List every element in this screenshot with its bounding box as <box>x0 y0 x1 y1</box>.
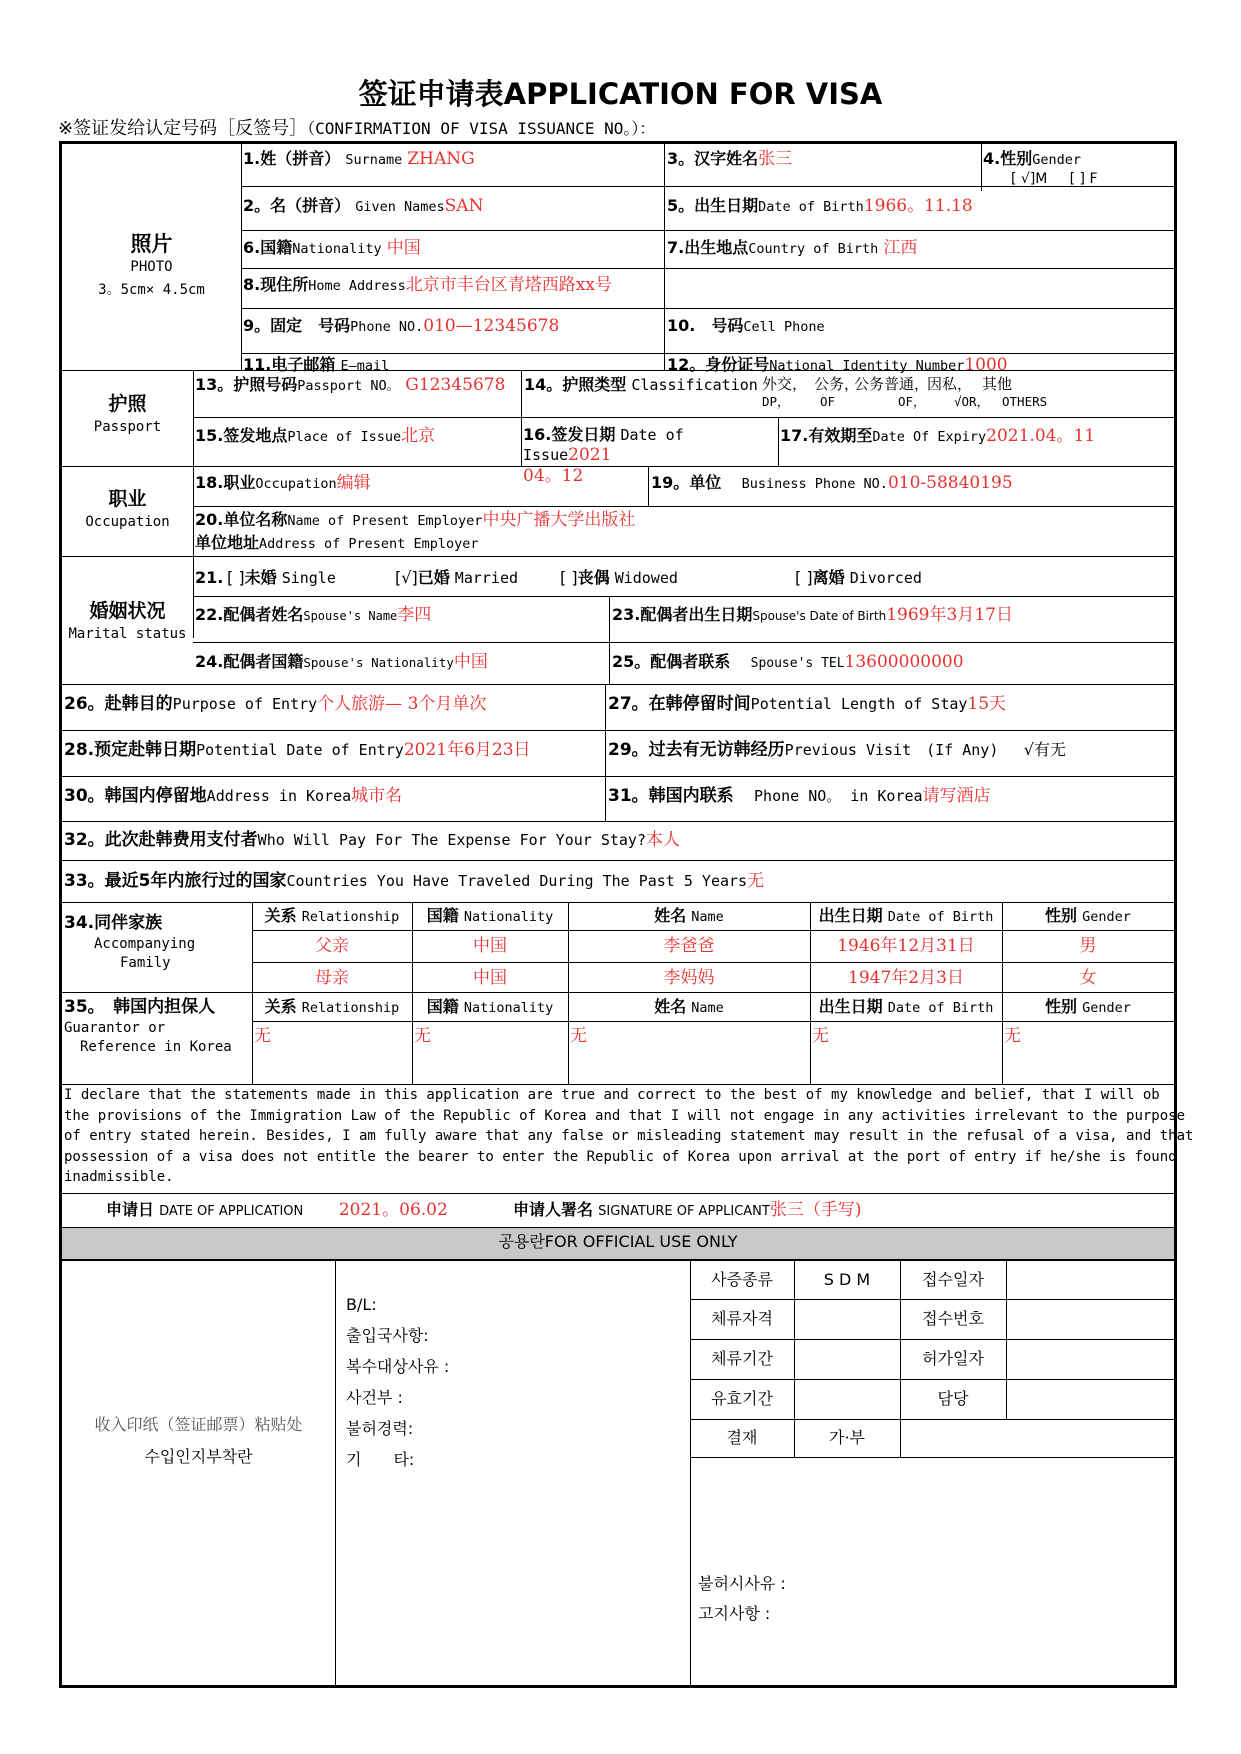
cell-value: 无 <box>1004 1026 1021 1046</box>
email-field[interactable] <box>243 354 389 376</box>
column-header-en: Nationality <box>463 1000 554 1016</box>
occupation-label-en: Occupation <box>255 476 337 492</box>
surname-label: 1.姓（拼音） <box>243 149 341 168</box>
stamp-area-ko: 수입인지부착란 <box>144 1446 253 1466</box>
table-cell <box>252 930 412 962</box>
column-header-en: Relationship <box>301 909 400 925</box>
chinese-name-field[interactable] <box>667 148 792 171</box>
official-grid-cell <box>1006 1379 1174 1419</box>
column-header: 国籍 <box>426 906 459 925</box>
official-grid-cell <box>690 1339 794 1379</box>
chinese-name-value: 张三 <box>758 149 793 169</box>
expense-payer-label-en: Who Will Pay For The Expense For Your Stay? <box>257 831 646 849</box>
occupation-section-en: Occupation <box>85 513 170 530</box>
surname-label-en: Surname <box>345 152 403 168</box>
confirmation-en: （CONFIRMATION OF VISA ISSUANCE NO。）： <box>307 119 656 138</box>
id-number-label: 12。身份证号 <box>667 355 770 374</box>
cell-value: 无 <box>812 1026 829 1046</box>
previous-visit-field[interactable] <box>608 739 1066 762</box>
business-phone-label: 19。单位 <box>651 473 722 492</box>
table-cell <box>568 1021 810 1083</box>
guarantor-label-en1: Guarantor or <box>64 1019 166 1036</box>
widowed-label-en: Widowed <box>614 569 678 587</box>
others-label: 기 타: <box>346 1450 415 1469</box>
official-grid-cell <box>690 1379 794 1419</box>
gender-field[interactable] <box>983 148 1173 188</box>
column-header: 国籍 <box>426 997 459 1016</box>
cell-value: 1947年2月3日 <box>848 968 964 988</box>
official-grid-cell <box>1006 1261 1174 1299</box>
application-date-label-en: DATE OF APPLICATION <box>159 1204 304 1219</box>
approval-value-cell <box>794 1419 900 1457</box>
nationality-field[interactable] <box>243 237 421 260</box>
stamp-area <box>62 1414 335 1467</box>
table-cell <box>810 962 1002 994</box>
business-phone-value: 010-58840195 <box>887 473 1013 493</box>
official-grid-cell <box>794 1339 900 1379</box>
spouse-nationality-label-en: Spouse's Nationality <box>303 655 454 670</box>
spouse-nationality-field[interactable] <box>195 651 488 674</box>
notice-label: 고지사항 : <box>698 1604 771 1623</box>
marital-section-zh: 婚姻状况 <box>89 600 166 622</box>
table-cell <box>568 930 810 962</box>
declaration-line: the provisions of the Immigration Law of the Republic of Korea and that I will not engage in any activities irrelevant to the purpose <box>64 1107 1186 1124</box>
confirmation-number-label <box>58 114 655 140</box>
marital-status-options <box>195 567 1170 589</box>
table-cell <box>412 1021 568 1083</box>
spouse-name-label: 22.配偶者姓名 <box>195 605 304 624</box>
cell-value: 女 <box>1079 968 1097 988</box>
spouse-name-field[interactable] <box>195 604 431 627</box>
passport-type-of2-en: OF， <box>898 394 926 409</box>
case-label: 사건부 : <box>346 1388 403 1407</box>
table-cell <box>1002 930 1174 962</box>
occupation-value: 编辑 <box>336 473 371 493</box>
email-label: 11.电子邮箱 <box>243 355 336 374</box>
passport-number-value: G12345678 <box>405 375 506 395</box>
column-header-en: Gender <box>1082 909 1131 925</box>
countries-traveled-value: 无 <box>747 871 765 891</box>
employer-name-value: 中央广播大学出版社 <box>482 510 636 530</box>
passport-type-of-ordinary: 公务普通， <box>854 375 930 393</box>
official-grid-value: 체류기간 <box>711 1349 773 1368</box>
official-grid-value: 접수번호 <box>922 1309 984 1328</box>
passport-number-label-en: Passport NO。 <box>297 378 401 394</box>
photo-label-zh: 照片 <box>130 232 173 256</box>
korea-address-field[interactable] <box>64 785 402 808</box>
table-header-cell <box>1002 992 1174 1021</box>
official-grid-value: 허가일자 <box>922 1349 984 1368</box>
confirmation-zh: ※签证发给认定号码［反签号］ <box>58 118 308 139</box>
cell-value: 1946年12月31日 <box>837 936 975 956</box>
date-of-issue-label: 16.签发日期 <box>523 425 616 444</box>
married-checkbox[interactable]: [√] <box>395 568 418 587</box>
gender-label-en: Gender <box>1032 152 1081 168</box>
approval-label: 결재 <box>726 1428 758 1447</box>
official-grid-value: 접수일자 <box>922 1270 984 1289</box>
nationality-label: 6.国籍 <box>243 238 293 257</box>
purpose-label: 26。赴韩目的 <box>64 694 173 714</box>
entry-date-value: 2021年6月23日 <box>403 740 531 760</box>
date-of-expiry-label: 17.有效期至 <box>780 426 873 445</box>
column-header-en: Gender <box>1082 1000 1131 1016</box>
date-of-expiry-value: 2021.04。11 <box>986 426 1096 446</box>
length-of-stay-label-en: Potential Length of Stay <box>750 695 968 713</box>
passport-type-dp: 外交， <box>762 375 808 393</box>
passport-section <box>62 392 193 437</box>
phone-field[interactable] <box>243 315 559 338</box>
bl-label: B/L: <box>346 1295 377 1314</box>
official-grid-cell <box>900 1261 1006 1299</box>
occupation-label: 18.职业 <box>195 473 256 492</box>
spouse-tel-label-en: Spouse's TEL <box>750 656 845 671</box>
place-of-issue-label-en: Place of Issue <box>287 429 402 445</box>
table-cell <box>1002 962 1174 994</box>
spouse-nationality-value: 中国 <box>453 652 488 672</box>
single-checkbox[interactable]: [ ] <box>227 568 245 587</box>
table-cell <box>252 1021 412 1083</box>
declaration-line: I declare that the statements made in this application are true and correct to the best of my knowledge and belief, that I will ob <box>64 1087 1160 1103</box>
spouse-tel-value: 13600000000 <box>844 652 964 672</box>
cell-value: 父亲 <box>315 936 349 956</box>
passport-type-label: 14。护照类型 <box>524 375 627 394</box>
business-phone-label-en: Business Phone NO. <box>741 476 888 492</box>
declaration-text <box>64 1085 1194 1188</box>
occupation-section-zh: 职业 <box>108 488 147 510</box>
gender-female-checkbox[interactable]: [ ] F <box>1069 170 1098 187</box>
marital-status-number: 21. <box>195 568 224 587</box>
table-cell <box>252 962 412 994</box>
given-names-value: SAN <box>444 196 484 216</box>
surname-value: ZHANG <box>407 149 475 169</box>
column-header: 出生日期 <box>818 997 883 1016</box>
table-header-cell <box>568 902 810 930</box>
home-address-field[interactable] <box>243 274 612 297</box>
business-phone-field[interactable] <box>651 472 1013 495</box>
table-cell <box>412 962 568 994</box>
declaration-line: of entry stated herein. Besides, I am fully aware that any false or misleading statement may result in the refusal of a visa, and that <box>64 1128 1194 1144</box>
cell-value: 无 <box>414 1026 431 1046</box>
column-header-en: Date of Birth <box>887 1000 994 1016</box>
column-header: 姓名 <box>654 906 687 925</box>
official-use-header: 공용란FOR OFFICIAL USE ONLY <box>498 1232 738 1251</box>
korea-phone-label: 31。韩国内联系 <box>608 786 734 806</box>
application-date-field[interactable] <box>106 1199 448 1222</box>
date-of-issue-value: 2021 <box>568 445 612 465</box>
gender-label: 4.性别 <box>983 149 1033 168</box>
column-header: 性别 <box>1045 997 1078 1016</box>
occupation-section <box>62 487 193 532</box>
application-form <box>59 141 1194 1688</box>
column-header: 关系 <box>264 906 297 925</box>
passport-type-dp-en: DP， <box>762 394 790 409</box>
spouse-tel-field[interactable] <box>612 651 964 674</box>
declaration-line: inadmissible. <box>64 1169 174 1185</box>
cell-value: 李妈妈 <box>663 968 715 988</box>
date-of-issue-value-2: 04。12 <box>523 466 584 487</box>
employer-name-label-en: Name of Present Employer <box>287 513 483 529</box>
home-address-value: 北京市丰台区青塔西路xx号 <box>405 275 612 295</box>
cell-value: 无 <box>254 1026 271 1046</box>
companions-label <box>64 912 195 973</box>
single-label: 未婚 <box>244 568 277 587</box>
immigration-label: 출입국사항: <box>346 1326 429 1345</box>
marital-section <box>62 599 193 644</box>
spouse-name-label-en: Spouse's Name <box>303 609 398 623</box>
date-of-issue-label-en: Date of Issue <box>523 426 684 464</box>
signature-label-en: SIGNATURE OF APPLICANT <box>598 1204 770 1219</box>
official-grid-cell <box>1006 1299 1174 1339</box>
table-header-cell <box>412 992 568 1021</box>
table-header-cell <box>252 992 412 1021</box>
table-header-cell <box>252 902 412 930</box>
passport-section-en: Passport <box>93 418 162 435</box>
official-grid-cell <box>690 1299 794 1339</box>
widowed-label: 丧偶 <box>577 568 610 587</box>
marital-section-en: Marital status <box>68 625 187 642</box>
cell-value: 无 <box>570 1026 587 1046</box>
divorced-option[interactable] <box>795 567 922 589</box>
official-grid-value: 담당 <box>937 1389 969 1408</box>
korea-address-label-en: Address in Korea <box>206 787 352 805</box>
official-grid-cell <box>900 1299 1006 1339</box>
cell-value: 母亲 <box>315 968 349 988</box>
entry-date-field[interactable] <box>64 739 531 762</box>
table-header-cell <box>412 902 568 930</box>
length-of-stay-label: 27。在韩停留时间 <box>608 694 751 714</box>
length-of-stay-field[interactable] <box>608 693 1006 716</box>
purpose-label-en: Purpose of Entry <box>172 695 318 713</box>
phone-label: 9。固定 号码 <box>243 316 351 335</box>
column-header: 关系 <box>264 997 297 1016</box>
table-header-cell <box>1002 902 1174 930</box>
passport-type-of: 公务， <box>814 375 860 393</box>
declaration-line: possession of a visa does not entitle the bearer to enter the Republic of Korea upon arrival at the port of entry if he/she is found <box>64 1148 1177 1165</box>
employer-address-label-en: Address of Present Employer <box>259 536 479 552</box>
nationality-label-en: Nationality <box>292 241 382 257</box>
official-grid-cell <box>794 1379 900 1419</box>
employer-name-field[interactable] <box>195 509 635 532</box>
spouse-nationality-label: 24.配偶者国籍 <box>195 652 304 671</box>
companions-label-en2: Family <box>120 954 171 971</box>
divorced-label-en: Divorced <box>849 569 922 587</box>
column-header-en: Nationality <box>463 909 554 925</box>
form-title: 签证申请表APPLICATION FOR VISA <box>358 77 883 111</box>
spouse-tel-label: 25。配偶者联系 <box>612 652 731 671</box>
table-header-cell <box>810 992 1002 1021</box>
column-header: 性别 <box>1045 906 1078 925</box>
cell-value: 男 <box>1079 936 1097 956</box>
widowed-option[interactable] <box>560 567 678 589</box>
countries-traveled-label: 33。最近5年内旅行过的国家 <box>64 871 287 891</box>
official-grid-value: 사증종류 <box>711 1270 773 1289</box>
column-header-en: Relationship <box>301 1000 400 1016</box>
birth-country-value: 江西 <box>883 238 918 258</box>
table-header-cell <box>568 992 810 1021</box>
cell-value: 李爸爸 <box>663 936 715 956</box>
guarantor-label-en2: Reference in Korea <box>80 1038 232 1055</box>
guarantor-label <box>64 996 232 1057</box>
widowed-checkbox[interactable]: [ ] <box>560 568 578 587</box>
approval-cell <box>690 1419 794 1457</box>
official-notes-column <box>346 1289 449 1475</box>
expense-payer-value: 本人 <box>646 830 680 850</box>
given-names-label-en: Given Names <box>355 199 445 215</box>
length-of-stay-value: 15天 <box>967 694 1007 714</box>
date-of-expiry-label-en: Date Of Expiry <box>872 429 987 445</box>
column-header-en: Name <box>691 909 724 925</box>
application-date-value: 2021。06.02 <box>338 1200 448 1220</box>
official-grid-value: 체류자격 <box>711 1309 773 1328</box>
column-header: 姓名 <box>654 997 687 1016</box>
passport-type-label-en: Classification <box>631 376 758 394</box>
passport-type-or: 因私， <box>927 375 973 393</box>
expense-payer-label: 32。此次赴韩费用支付者 <box>64 830 258 850</box>
passport-type-field[interactable] <box>524 374 1172 409</box>
table-cell <box>1002 1021 1174 1083</box>
passport-type-or-en: √OR， <box>954 394 990 409</box>
companions-label-zh: 34.同伴家族 <box>64 913 163 933</box>
employer-address-label: 单位地址 <box>195 533 260 552</box>
single-option[interactable] <box>227 567 336 589</box>
home-address-label-en: Home Address <box>308 278 406 294</box>
official-grid-cell <box>1006 1339 1174 1379</box>
employer-address-field[interactable] <box>195 532 478 554</box>
cell-phone-field[interactable] <box>667 315 825 337</box>
cell-phone-label-en: Cell Phone <box>743 319 825 335</box>
korea-phone-field[interactable] <box>608 785 991 808</box>
place-of-issue-field[interactable] <box>195 425 435 448</box>
chinese-name-label: 3。汉字姓名 <box>667 149 759 168</box>
official-grid-cell <box>690 1261 794 1299</box>
passport-number-field[interactable] <box>195 374 505 397</box>
single-label-en: Single <box>281 569 336 587</box>
divorced-checkbox[interactable]: [ ] <box>795 568 813 587</box>
official-remarks <box>698 1569 786 1629</box>
place-of-issue-label: 15.签发地点 <box>195 426 288 445</box>
spouse-birth-label-en: Spouse's Date of Birth <box>752 609 887 623</box>
spouse-birth-label: 23.配偶者出生日期 <box>612 605 753 624</box>
phone-label-en: Phone NO. <box>350 319 424 335</box>
guarantor-label-zh: 35。 韩国内担保人 <box>64 997 216 1017</box>
passport-section-zh: 护照 <box>108 393 147 415</box>
previous-visit-label: 29。过去有无访韩经历 <box>608 740 785 760</box>
column-header-en: Date of Birth <box>887 909 994 925</box>
surname-field[interactable] <box>243 148 475 171</box>
birth-date-label: 5。出生日期 <box>667 196 759 215</box>
korea-phone-value: 请写酒店 <box>922 786 991 806</box>
id-number-value: 1000 <box>964 355 1008 375</box>
photo-box <box>62 230 241 300</box>
given-names-field[interactable] <box>243 195 483 218</box>
date-of-expiry-field[interactable] <box>780 425 1095 448</box>
official-grid-cell <box>900 1339 1006 1379</box>
spouse-birth-field[interactable] <box>612 604 1013 627</box>
table-header-cell <box>810 902 1002 930</box>
countries-traveled-field[interactable] <box>64 870 764 893</box>
passport-type-of-en: OF <box>820 394 836 409</box>
table-cell <box>412 930 568 962</box>
birth-date-value: 1966。11.18 <box>863 196 973 216</box>
home-address-label: 8.现住所 <box>243 275 309 294</box>
birth-date-label-en: Date of Birth <box>758 199 864 215</box>
birth-country-label: 7.出生地点 <box>667 238 749 257</box>
official-grid-value: S D M <box>823 1270 871 1289</box>
previous-visit-label-en: Previous Visit (If Any) <box>784 741 999 759</box>
application-date-label: 申请日 <box>106 1200 155 1219</box>
photo-size: 3。5cm× 4.5cm <box>98 282 205 299</box>
purpose-field[interactable] <box>64 693 486 716</box>
official-grid-value: 유효기간 <box>711 1389 773 1408</box>
previous-visit-value: √有无 <box>1023 740 1066 759</box>
refusal-history-label: 불허경력: <box>346 1419 414 1438</box>
column-header-en: Name <box>691 1000 724 1016</box>
signature-field[interactable] <box>513 1199 861 1222</box>
photo-label-en: PHOTO <box>130 259 173 276</box>
passport-type-others: 其他 <box>982 375 1013 393</box>
approval-value: 가·부 <box>829 1428 865 1447</box>
married-label: 已婚 <box>417 568 450 587</box>
married-option[interactable] <box>395 567 518 589</box>
birth-date-field[interactable] <box>667 195 973 218</box>
id-number-label-en: National Identity Number <box>769 358 965 374</box>
birth-country-label-en: Country of Birth <box>748 241 879 257</box>
signature-value: 张三（手写) <box>769 1200 862 1220</box>
companions-label-en1: Accompanying <box>94 935 196 952</box>
official-grid-cell <box>794 1299 900 1339</box>
official-grid-cell <box>900 1379 1006 1419</box>
divorced-label: 离婚 <box>812 568 845 587</box>
place-of-issue-value: 北京 <box>401 426 436 446</box>
korea-phone-label-en: Phone NO。 in Korea <box>754 787 923 805</box>
passport-type-others-en: OTHERS <box>1002 394 1048 409</box>
official-grid-cell <box>794 1261 900 1299</box>
table-cell <box>810 1021 1002 1083</box>
refusal-reason-label: 불허시사유 : <box>698 1574 786 1593</box>
stamp-area-zh: 收入印纸（签证邮票）粘贴处 <box>94 1415 303 1434</box>
entry-date-label: 28.预定赴韩日期 <box>64 740 197 760</box>
phone-value: 010—12345678 <box>423 316 560 336</box>
employer-name-label: 20.单位名称 <box>195 510 288 529</box>
purpose-value: 个人旅游— 3个月单次 <box>317 694 487 714</box>
signature-label: 申请人署名 <box>513 1200 594 1219</box>
table-cell <box>810 930 1002 962</box>
korea-address-label: 30。韩国内停留地 <box>64 786 207 806</box>
column-header: 出生日期 <box>818 906 883 925</box>
married-label-en: Married <box>454 569 519 587</box>
cell-value: 中国 <box>473 936 507 956</box>
cell-phone-label: 10. 号码 <box>667 316 744 335</box>
cell-value: 中国 <box>473 968 507 988</box>
spouse-name-value: 李四 <box>397 605 432 625</box>
expense-payer-field[interactable] <box>64 829 680 852</box>
table-cell <box>568 962 810 994</box>
given-names-label: 2。名（拼音） <box>243 196 351 215</box>
birth-country-field[interactable] <box>667 237 917 260</box>
spouse-birth-value: 1969年3月17日 <box>886 605 1013 625</box>
occupation-field[interactable] <box>195 472 371 495</box>
countries-traveled-label-en: Countries You Have Traveled During The Past 5 Years <box>286 872 748 890</box>
email-label-en: E—mail <box>340 358 390 374</box>
passport-number-label: 13。护照号码 <box>195 375 298 394</box>
multiple-reason-label: 복수대상사유 : <box>346 1357 450 1376</box>
entry-date-label-en: Potential Date of Entry <box>196 741 404 759</box>
gender-male-checkbox[interactable]: [ √]M <box>1011 170 1048 187</box>
korea-address-value: 城市名 <box>351 786 403 806</box>
nationality-value: 中国 <box>386 238 421 258</box>
